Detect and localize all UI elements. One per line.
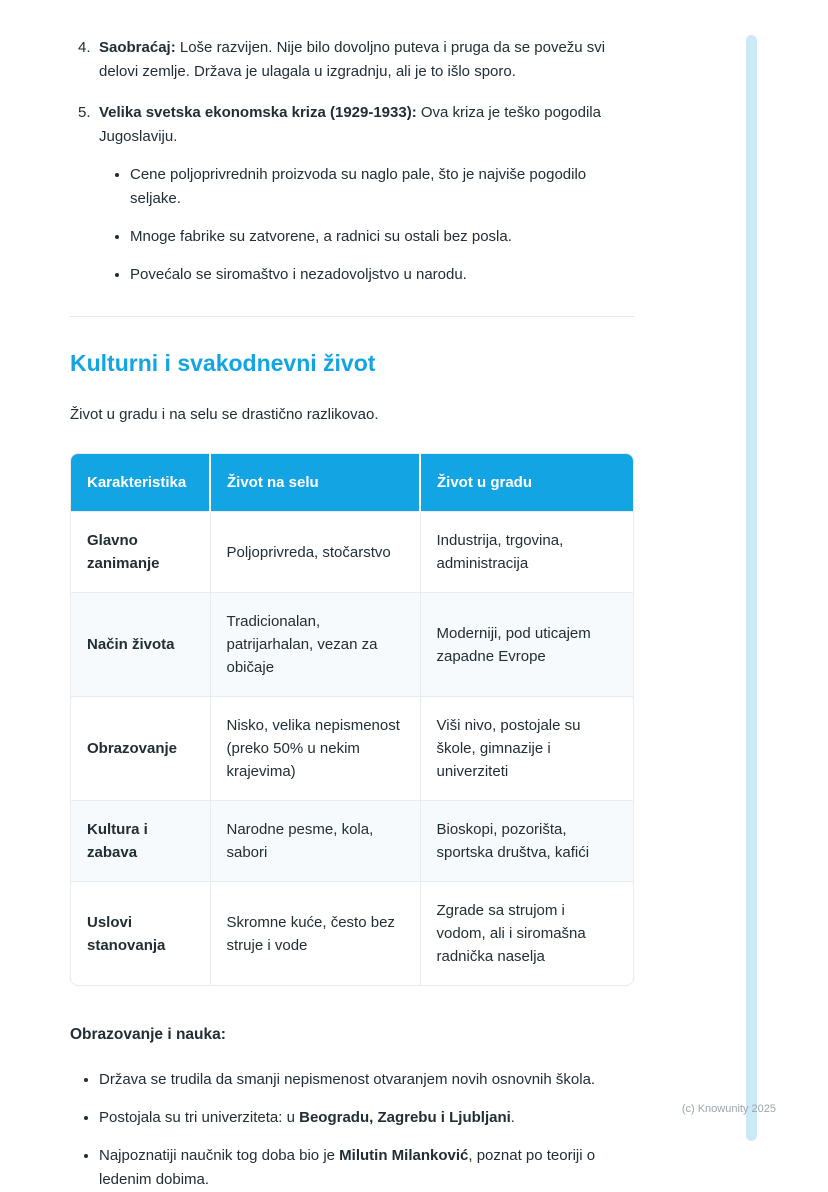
table-cell-label: Obrazovanje bbox=[71, 697, 210, 801]
table-cell-village: Poljoprivreda, stočarstvo bbox=[210, 512, 420, 593]
document-content bbox=[70, 36, 634, 1192]
scrollbar[interactable] bbox=[746, 35, 757, 1141]
bullet-text: Najpoznatiji naučnik tog doba bio je bbox=[99, 1147, 340, 1164]
table-cell-label: Kultura i zabava bbox=[71, 801, 210, 882]
bullet-item bbox=[99, 1068, 634, 1092]
numbered-list bbox=[70, 36, 634, 287]
list-item-number: 4. bbox=[78, 39, 91, 56]
culture-section-heading: Kulturni i svakodnevni život bbox=[70, 350, 376, 376]
table-cell-city: Zgrade sa strujom i vodom, ali i siromašna radnička naselja bbox=[420, 882, 633, 986]
table-cell-village: Tradicionalan, patrijarhalan, vezan za običaje bbox=[210, 593, 420, 697]
table-cell-village: Narodne pesme, kola, sabori bbox=[210, 801, 420, 882]
education-section-heading: Obrazovanje i nauka: bbox=[70, 1026, 226, 1043]
copyright-footer: (c) Knowunity 2025 bbox=[681, 1103, 776, 1115]
table-cell-city: Industrija, trgovina, administracija bbox=[420, 512, 633, 593]
culture-intro-text: Život u gradu i na selu se drastično razlikovao. bbox=[70, 406, 379, 423]
bullet-item: • Mnoge fabrike su zatvorene, a radnici su ostali bez posla. bbox=[130, 225, 634, 249]
list-item-number: 5. bbox=[78, 104, 91, 121]
table-cell-label: Način života bbox=[71, 593, 210, 697]
list-item-bold-lead: Saobraćaj: bbox=[99, 39, 176, 56]
list-item-text bbox=[99, 101, 634, 287]
table-cell-city: Bioskopi, pozorišta, sportska društva, kafići bbox=[420, 801, 633, 882]
bullet-text: Država se trudila da smanji nepismenost otvaranjem novih osnovnih škola. bbox=[99, 1071, 596, 1088]
bullet-bold-text: Beogradu, Zagrebu i Ljubljani bbox=[299, 1109, 511, 1126]
table-header-row bbox=[71, 454, 633, 512]
table-row bbox=[71, 593, 633, 697]
bullet-text: , poznat po teoriji o ledenim dobima. bbox=[99, 1147, 596, 1188]
table-cell-city: Viši nivo, postojale su škole, gimnazije i univerziteti bbox=[420, 697, 633, 801]
list-item-body-text: Ova kriza je teško pogodila Jugoslaviju. bbox=[99, 104, 601, 145]
comparison-table bbox=[70, 453, 634, 986]
bullet-item: • Cene poljoprivrednih proizvoda su naglo pale, što je najviše pogodilo seljake. bbox=[130, 163, 634, 211]
bullet-item: • Povećalo se siromaštvo i nezadovoljstvo u narodu. bbox=[130, 263, 634, 287]
section-divider bbox=[70, 316, 634, 317]
table-cell-label: Uslovi stanovanja bbox=[71, 882, 210, 986]
table-cell-village: Skromne kuće, često bez struje i vode bbox=[210, 882, 420, 986]
sub-bullet-list bbox=[99, 163, 634, 287]
table-row bbox=[71, 801, 633, 882]
table-row bbox=[71, 512, 633, 593]
list-item-bold-lead: Velika svetska ekonomska kriza (1929-1933): bbox=[99, 104, 417, 121]
table-header-cell: Život na selu bbox=[210, 454, 420, 512]
education-bullet-list bbox=[70, 1068, 634, 1192]
list-item-body-text: Loše razvijen. Nije bilo dovoljno puteva i pruga da se povežu svi delovi zemlje. Država je ulagala u izgradnju, ali je to išlo sporo. bbox=[99, 39, 606, 80]
bullet-item bbox=[99, 1106, 634, 1130]
list-item-traffic bbox=[70, 36, 634, 84]
list-item-text bbox=[99, 36, 634, 84]
table-row bbox=[71, 697, 633, 801]
bullet-bold-text: Milutin Milanković bbox=[339, 1147, 469, 1164]
table-header-cell: Život u gradu bbox=[420, 454, 633, 512]
bullet-text: . bbox=[510, 1109, 515, 1126]
table-header-cell: Karakteristika bbox=[71, 454, 210, 512]
bullet-text: Postojala su tri univerziteta: u bbox=[99, 1109, 300, 1126]
table-row bbox=[71, 882, 633, 986]
table-cell-village: Nisko, velika nepismenost (preko 50% u nekim krajevima) bbox=[210, 697, 420, 801]
bullet-item bbox=[99, 1144, 634, 1192]
table-cell-label: Glavno zanimanje bbox=[71, 512, 210, 593]
table-cell-city: Moderniji, pod uticajem zapadne Evrope bbox=[420, 593, 633, 697]
list-item-crisis bbox=[70, 101, 634, 287]
